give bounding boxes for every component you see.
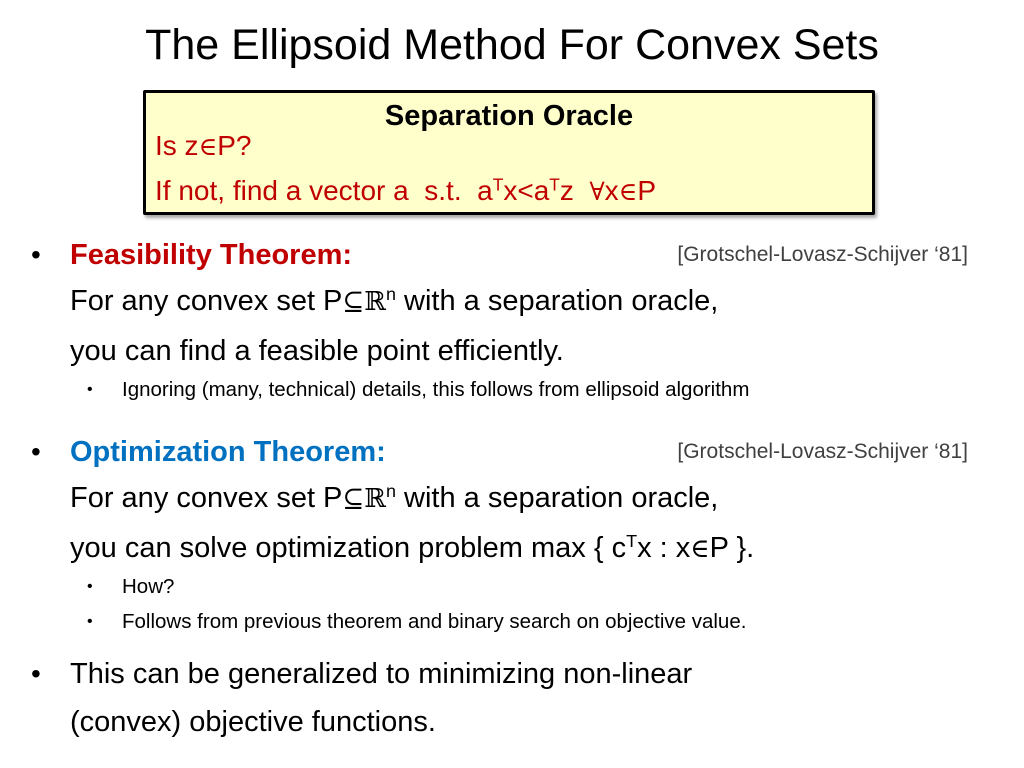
- optimization-line-2: [70, 530, 754, 567]
- element-of-symbol: ∈: [198, 132, 218, 161]
- optimization-sub-note-1: How?: [122, 575, 175, 598]
- bullet-dot: •: [31, 436, 41, 467]
- feasibility-citation: [Grotschel-Lovasz-Schijver ‘81]: [677, 243, 968, 266]
- subseteq-symbol: ⊆: [342, 287, 365, 317]
- feasibility-line-1-post: with a separation oracle,: [395, 285, 719, 317]
- slide-title: The Ellipsoid Method For Convex Sets: [145, 21, 879, 69]
- dimension-superscript: n: [385, 481, 396, 502]
- bullet-dot: •: [31, 658, 41, 689]
- feasibility-sub-note: Ignoring (many, technical) details, this follows from ellipsoid algorithm: [122, 378, 750, 401]
- forall-symbol: ∀: [589, 177, 605, 206]
- oracle-condition-z: z: [559, 175, 590, 206]
- bullet-dot: •: [31, 239, 41, 270]
- generalization-line-1: This can be generalized to minimizing non-linear: [70, 658, 693, 690]
- dimension-superscript: n: [385, 284, 396, 305]
- optimization-citation: [Grotschel-Lovasz-Schijver ‘81]: [677, 440, 968, 463]
- oracle-question-suffix: P?: [217, 130, 252, 161]
- oracle-heading: Separation Oracle: [384, 100, 634, 132]
- generalization-line-2: (convex) objective functions.: [70, 706, 436, 738]
- optimization-heading: Optimization Theorem:: [70, 436, 386, 468]
- optimization-line-2-pre: you can solve optimization problem max { c: [70, 532, 627, 564]
- transpose-superscript: T: [626, 531, 638, 552]
- sub-bullet-dot: •: [87, 578, 93, 595]
- oracle-condition-mid: x<a: [503, 175, 550, 206]
- element-of-symbol: ∈: [690, 534, 710, 564]
- transpose-superscript: T: [549, 174, 560, 195]
- optimization-line-1-post: with a separation oracle,: [395, 482, 719, 514]
- element-of-symbol: ∈: [618, 177, 638, 206]
- optimization-line-1: [70, 480, 718, 517]
- feasibility-heading: Feasibility Theorem:: [70, 239, 353, 271]
- feasibility-line-2: you can find a feasible point efficiently.: [70, 335, 564, 367]
- subseteq-symbol: ⊆: [342, 484, 365, 514]
- feasibility-line-1-pre: For any convex set P: [70, 285, 343, 317]
- oracle-condition-text: If not, find a vector a s.t. a: [155, 175, 493, 206]
- oracle-question: [155, 128, 251, 165]
- sub-bullet-dot: •: [87, 613, 93, 630]
- sub-bullet-dot: •: [87, 381, 93, 398]
- oracle-question-prefix: Is z: [155, 130, 199, 161]
- feasibility-line-1: [70, 283, 718, 320]
- optimization-line-2-mid: x : x: [637, 532, 691, 564]
- optimization-sub-note-2: Follows from previous theorem and binary search on objective value.: [122, 610, 747, 633]
- transpose-superscript: T: [492, 174, 504, 195]
- reals-symbol: ℝ: [364, 484, 386, 514]
- separation-oracle-box: [143, 90, 875, 215]
- oracle-condition: [155, 173, 656, 210]
- oracle-condition-x: x: [604, 175, 619, 206]
- optimization-line-2-end: P }.: [709, 532, 755, 564]
- optimization-line-1-pre: For any convex set P: [70, 482, 343, 514]
- reals-symbol: ℝ: [364, 287, 386, 317]
- oracle-condition-end: P: [637, 175, 656, 206]
